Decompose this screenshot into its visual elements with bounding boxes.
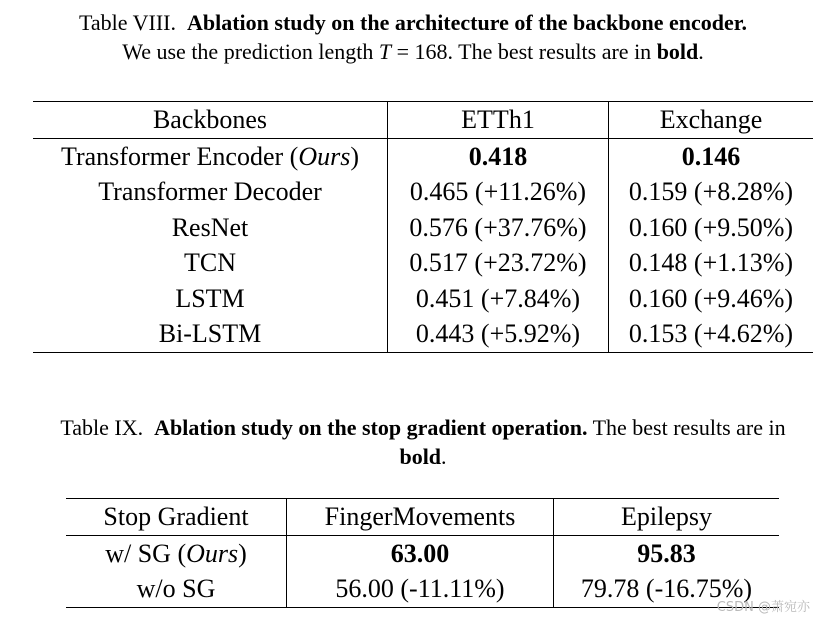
table9-row-name: w/o SG — [66, 571, 287, 607]
table8-caption-bold-word: bold — [656, 39, 699, 64]
table9-header-fingermovements: FingerMovements — [287, 499, 554, 536]
table8 — [33, 101, 813, 353]
table8-cell-etth1: 0.418 — [388, 138, 609, 174]
table9-header-epilepsy: Epilepsy — [621, 502, 712, 531]
table8-cell-exchange: 0.153 (+4.62%) — [628, 319, 794, 348]
table-row — [33, 245, 813, 281]
table-row — [66, 535, 779, 571]
table8-caption-eq: = 168. The best results are in — [391, 39, 657, 64]
table9-caption-title: Ablation study on the stop gradient operation. — [154, 415, 588, 440]
table8-header-etth1: ETTh1 — [388, 102, 609, 139]
table8-header-exchange: Exchange — [659, 105, 763, 134]
table8-cell-etth1: 0.451 (+7.84%) — [388, 281, 609, 317]
table9-cell-epilepsy: 79.78 (-16.75%) — [580, 574, 753, 603]
table8-row-name: ResNet — [33, 210, 388, 246]
table8-header-row — [33, 102, 813, 139]
table8-caption-end: . — [698, 39, 704, 64]
table9-row-name — [66, 535, 287, 571]
table9-caption-label: Table IX. — [60, 415, 144, 440]
row-name-italic: Ours — [186, 538, 239, 568]
table9-caption-rest: The best results are in — [587, 415, 786, 440]
table8-caption-label: Table VIII. — [78, 10, 176, 35]
watermark: CSDN @萧宛亦 — [716, 600, 810, 615]
table-row — [33, 210, 813, 246]
table-row — [33, 138, 813, 174]
table8-row-name: Bi-LSTM — [33, 316, 388, 352]
table8-header-backbones: Backbones — [33, 102, 388, 139]
table8-cell-etth1: 0.576 (+37.76%) — [388, 210, 609, 246]
table9-caption — [50, 413, 796, 471]
table8-cell-exchange: 0.148 (+1.13%) — [628, 248, 794, 277]
table-row — [33, 316, 813, 352]
table9 — [66, 498, 779, 608]
table8-cell-exchange: 0.146 — [681, 141, 741, 171]
table9-cell-fingermovements: 56.00 (-11.11%) — [287, 571, 554, 607]
table8-cell-exchange: 0.160 (+9.50%) — [628, 212, 794, 242]
table8-cell-etth1: 0.465 (+11.26%) — [388, 174, 609, 210]
table8-caption-title: Ablation study on the architecture of the backbone encoder. — [187, 10, 747, 35]
table9-caption-bold-word: bold — [399, 444, 442, 469]
table9-header-stop-gradient: Stop Gradient — [66, 499, 287, 536]
row-name-text: w/ SG ( — [105, 538, 187, 568]
table8-cell-exchange: 0.159 (+8.28%) — [628, 177, 794, 206]
row-name-close: ) — [238, 538, 247, 568]
table8-caption — [0, 8, 826, 66]
table-row — [33, 281, 813, 317]
table8-cell-exchange: 0.160 (+9.46%) — [628, 283, 794, 313]
table8-row-name: LSTM — [33, 281, 388, 317]
table-row — [66, 571, 779, 607]
table8-cell-etth1: 0.443 (+5.92%) — [388, 316, 609, 352]
row-name-italic: Ours — [298, 141, 351, 171]
table8-row-name — [33, 138, 388, 174]
table9-cell-epilepsy: 95.83 — [637, 538, 696, 568]
table9-header-row — [66, 499, 779, 536]
table8-row-name: Transformer Decoder — [33, 174, 388, 210]
table9-caption-end: . — [441, 444, 447, 469]
table9-cell-fingermovements: 63.00 — [287, 535, 554, 571]
table8-caption-line2: We use the prediction length — [122, 39, 374, 64]
table8-row-name: TCN — [33, 245, 388, 281]
table8-cell-etth1: 0.517 (+23.72%) — [388, 245, 609, 281]
table8-caption-var: T — [378, 39, 392, 64]
row-name-text: Transformer Encoder ( — [61, 141, 299, 171]
table-row — [33, 174, 813, 210]
row-name-close: ) — [350, 141, 359, 171]
